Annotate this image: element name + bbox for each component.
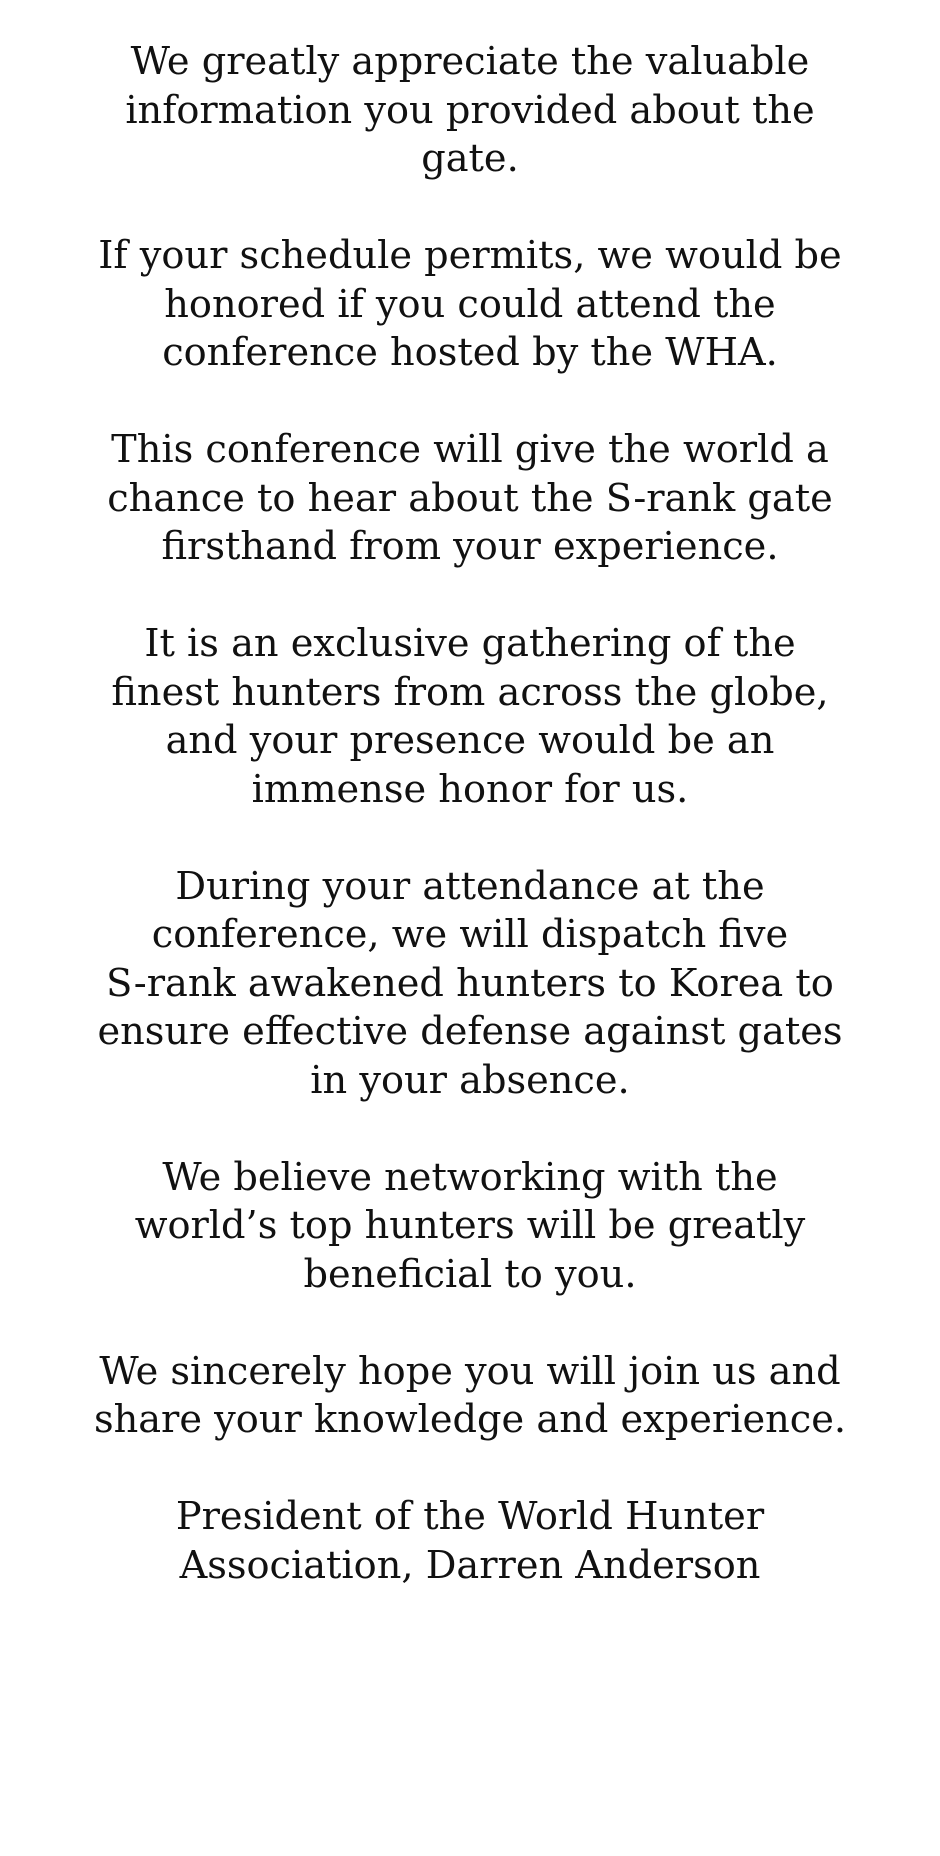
text-line: Association, Darren Anderson (179, 1542, 761, 1588)
text-line: information you provided about the (125, 87, 815, 133)
text-line: During your attendance at the (175, 863, 765, 909)
text-line: conference hosted by the WHA. (162, 330, 778, 375)
text-line: and your presence would be an (165, 718, 775, 763)
text-line: It is an exclusive gathering of the (144, 621, 796, 666)
paragraph-defense-dispatch (0, 863, 940, 1106)
text-line: President of the World Hunter (175, 1494, 765, 1539)
text-line: We sincerely hope you will join us and (99, 1348, 841, 1394)
text-line: S-rank awakened hunters to Korea to (106, 960, 834, 1006)
text-line: beneficial to you. (303, 1251, 637, 1297)
text-line: world’s top hunters will be greatly (134, 1203, 806, 1248)
signature-block (0, 1493, 940, 1590)
text-line: gate. (421, 136, 519, 181)
letter-body (0, 38, 940, 1639)
paragraph-conference-purpose (0, 426, 940, 572)
paragraph-appreciation (0, 38, 940, 184)
text-line: firsthand from your experience. (161, 524, 779, 569)
text-line: ensure effective defense against gates (97, 1009, 843, 1054)
text-line: We believe networking with the (162, 1154, 778, 1200)
text-line: If your schedule permits, we would be (98, 233, 842, 278)
text-line: finest hunters from across the globe, (111, 669, 829, 715)
text-line: This conference will give the world a (111, 427, 829, 472)
paragraph-invitation (0, 232, 940, 378)
text-line: conference, we will dispatch five (151, 912, 789, 957)
text-line: immense honor for us. (251, 766, 689, 812)
text-line: in your absence. (310, 1057, 630, 1103)
text-line: honored if you could attend the (164, 281, 776, 327)
text-line: chance to hear about the S-rank gate (107, 475, 833, 521)
paragraph-networking (0, 1154, 940, 1300)
paragraph-closing-hope (0, 1348, 940, 1445)
text-line: We greatly appreciate the valuable (130, 39, 810, 84)
text-line: share your knowledge and experience. (93, 1397, 847, 1442)
paragraph-exclusive-gathering (0, 620, 940, 814)
